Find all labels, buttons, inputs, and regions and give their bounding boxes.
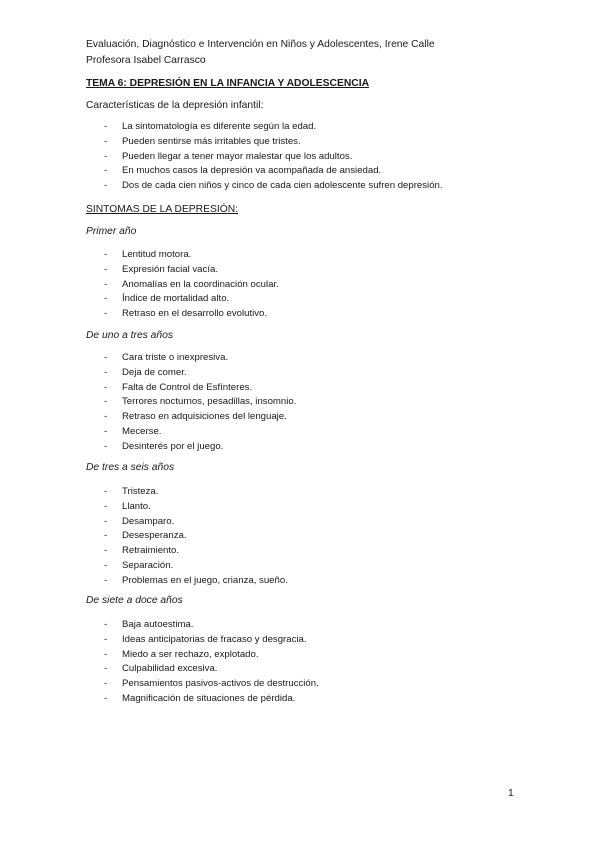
group-heading-uno-a-tres: De uno a tres años [86, 330, 174, 341]
document-title: TEMA 6: DEPRESIÓN EN LA INFANCIA Y ADOLESCENCIA [86, 78, 370, 89]
symptoms-section-title: SINTOMAS DE LA DEPRESIÓN: [86, 204, 239, 215]
document-header [86, 37, 435, 68]
group-heading-siete-a-doce: De siete a doce años [86, 595, 183, 606]
group-heading-tres-a-seis: De tres a seis años [86, 462, 175, 473]
page-number: 1 [508, 788, 514, 799]
header-course-line: Evaluación, Diagnóstico e Intervención en Niños y Adolescentes, Irene Calle [86, 39, 435, 50]
characteristics-heading: Características de la depresión infantil: [86, 100, 264, 111]
document-page: Evaluación, Diagnóstico e Intervención en Niños y Adolescentes, Irene Calle Profesora Isabel Carrasco TEMA 6: DEPRESIÓN EN LA INFANCIA Y ADOLESCENCIA Características de la depresión infantil: - La sintomatología es diferente según la edad. - Pueden sentirse más irritables que tristes. - Pueden llegar a tener mayor malestar que los adultos. - En muchos casos la depresión va acompañada de ansiedad. - Dos de cada cien niños y cinco de cada cien adolescente sufren depresión. SINTOMAS DE LA DEPRESIÓN: Primer año - Lentitud motora. - Expresión facial vacía. - Anomalías en la coordinación ocular. - Índice de mortalidad alto. - Retraso en el desarrollo evolutivo. De uno a tres años - Cara triste o inexpresiva. - Deja de comer. - Falta de Control de Esfínteres. - Terrores nocturnos, pesadillas, insomnio. - Retraso en adquisiciones del lenguaje. - Mecerse. - Desinterés por el juego. De tres a seis años - Tristeza. - Llanto. - Desamparo. - Desesperanza. - Retraimiento. - Separación. - Problemas en el juego, crianza, sueño. De siete a doce años - Baja autoestima. - Ideas anticipatorias de fracaso y desgracia. - Miedo a ser rechazo, explotado. - Culpabilidad excesiva. - Pensamientos pasivos-activos de destrucción. - Magnificación de situaciones de pérdida. 1 [86, 39, 514, 799]
group-heading-primer-ano: Primer año [86, 226, 137, 237]
header-professor-line: Profesora Isabel Carrasco [86, 54, 206, 66]
